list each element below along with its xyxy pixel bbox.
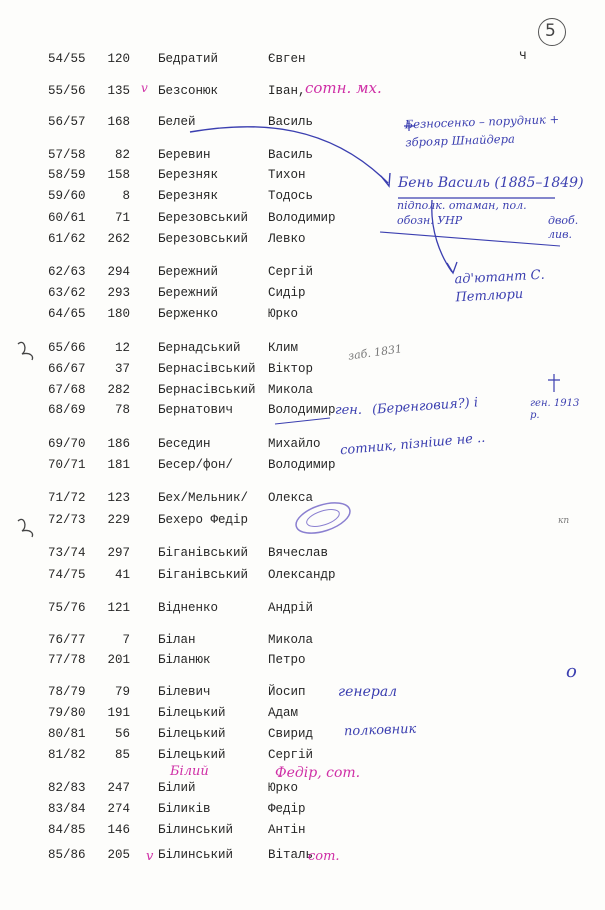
note-bernatovych-rank: ген. [335,403,362,418]
arrow-line [190,127,388,183]
row-index: 55/56 [48,84,86,98]
note-beznosenko: Безносенко – порудник + зброяр Шнайдера [404,112,560,150]
row-name: Євген [268,52,306,66]
row-name: Василь [268,148,314,162]
row-name: Віталь [268,848,314,862]
row-name: Володимир [268,403,336,417]
row-index: 81/82 [48,748,86,762]
note-small-mark: кп [558,516,570,526]
check-mark-2: v [146,849,154,864]
row-surname: Бесер/фон/ [158,458,234,472]
margin-hook-2 [18,519,33,537]
note-vital: сот. [308,849,340,864]
row-name: Сидір [268,286,306,300]
row-name: Микола [268,383,314,397]
row-index: 70/71 [48,458,86,472]
underline-2 [275,418,330,424]
row-index: 66/67 [48,362,86,376]
row-number: 37 [114,362,130,376]
row-index: 77/78 [48,653,86,667]
row-number: 120 [107,52,130,66]
row-name: Вячеслав [268,546,329,560]
row-name: Микола [268,633,314,647]
row-number: 123 [107,491,130,505]
row-name: Клим [268,341,299,355]
row-index: 75/76 [48,601,86,615]
row-surname: Білан [158,633,196,647]
note-ben-side: двоб. лив. [548,214,579,241]
row-name: Олекса [268,491,314,505]
note-svyryd: полковник [343,721,417,740]
row-number: 8 [122,189,130,203]
row-index: 72/73 [48,513,86,527]
row-name: Юрко [268,781,299,795]
row-number: 181 [107,458,130,472]
row-number: 41 [114,568,130,582]
row-name: Іван, [268,84,306,98]
note-bilyi: Білий [170,764,209,779]
row-number: 56 [114,727,130,741]
row-number: 282 [107,383,130,397]
row-surname: Білевич [158,685,211,699]
row-index: 57/58 [48,148,86,162]
row-surname: Берженко [158,307,219,321]
row-index: 63/62 [48,286,86,300]
row-index: 71/72 [48,491,86,505]
row-surname: Білецький [158,748,226,762]
row-surname: Бех/Мельник/ [158,491,249,505]
row-surname: Білинський [158,848,234,862]
cross-sign [548,374,560,392]
row-index: 68/69 [48,403,86,417]
row-index: 84/85 [48,823,86,837]
row-surname: Білецький [158,727,226,741]
arrow-head [381,173,390,186]
row-number: 168 [107,115,130,129]
row-index: 54/55 [48,52,86,66]
note-margin-o: о [566,661,577,682]
row-number: 201 [107,653,130,667]
row-name: Олександр [268,568,336,582]
row-number: 191 [107,706,130,720]
row-name: Левко [268,232,306,246]
row-name: Сергій [268,748,314,762]
row-number: 121 [107,601,130,615]
row-number: 79 [114,685,130,699]
row-name: Адам [268,706,299,720]
row-number: 12 [114,341,130,355]
stamp [292,497,353,539]
row-surname: Бернатович [158,403,234,417]
row-surname: Березовський [158,232,249,246]
row-surname: Беревин [158,148,211,162]
note-bernatovych: (Беренговия?) і [371,395,479,418]
margin-hook-1 [18,342,33,360]
row-surname: Березовський [158,211,249,225]
row-number: 229 [107,513,130,527]
row-surname: Білинський [158,823,234,837]
row-name: Василь [268,115,314,129]
row-number: 78 [114,403,130,417]
row-index: 85/86 [48,848,86,862]
row-index: 64/65 [48,307,86,321]
note-adjutant: ад'ютант С. Петлюри [454,267,546,306]
row-number: 7 [122,633,130,647]
row-surname: Відненко [158,601,219,615]
row-index: 76/77 [48,633,86,647]
strike-line [380,232,560,246]
row-index: 60/61 [48,211,86,225]
row-number: 262 [107,232,130,246]
row-index: 78/79 [48,685,86,699]
row-index: 62/63 [48,265,86,279]
row-name: Володимир [268,458,336,472]
row-surname: Бережний [158,265,219,279]
row-index: 58/59 [48,168,86,182]
note-grey: заб. 1831 [347,342,403,363]
row-number: 85 [114,748,130,762]
row-name: Тихон [268,168,306,182]
row-name: Свирид [268,727,314,741]
row-name: Тодось [268,189,314,203]
row-index: 73/74 [48,546,86,560]
row-surname: Белей [158,115,196,129]
check-mark-1: v [141,81,148,95]
row-surname: Біганівський [158,568,249,582]
note-died: ген. 1913 р. [530,398,580,421]
row-name: Федір [268,802,306,816]
row-number: 146 [107,823,130,837]
row-number: 205 [107,848,130,862]
row-number: 247 [107,781,130,795]
row-index: 80/81 [48,727,86,741]
row-name: Віктор [268,362,314,376]
row-number: 135 [107,84,130,98]
row-name: Володимир [268,211,336,225]
row-index: 83/84 [48,802,86,816]
row-number: 297 [107,546,130,560]
note-ben-detail: підполк. отаман, пол. обозн. УНР [397,199,527,227]
row-surname: Березняк [158,168,219,182]
row-name: Юрко [268,307,299,321]
row-index: 61/62 [48,232,86,246]
row-number: 71 [114,211,130,225]
row-surname: Бернадський [158,341,241,355]
row-surname: Беседин [158,437,211,451]
row-index: 74/75 [48,568,86,582]
row-index: 67/68 [48,383,86,397]
row-index: 79/80 [48,706,86,720]
row-name: Антін [268,823,306,837]
corner-mark: ч [519,48,527,63]
note-ben-vasyl: Бень Василь (1885–1849) [398,175,584,191]
row-surname: Бернасівський [158,362,256,376]
note-fedir: Федір, сот. [275,765,361,781]
row-number: 158 [107,168,130,182]
note-besedyn: сотник, пізніше не .. [339,430,486,459]
row-surname: Березняк [158,189,219,203]
row-number: 274 [107,802,130,816]
row-name: Петро [268,653,306,667]
row-surname: Біганівський [158,546,249,560]
row-number: 186 [107,437,130,451]
row-name: Михайло [268,437,321,451]
note-bilevych: генерал [338,684,398,700]
row-surname: Бехеро Федір [158,513,249,527]
row-surname: Білецький [158,706,226,720]
row-name: Сергій [268,265,314,279]
row-surname: Бедратий [158,52,219,66]
row-surname: Біланюк [158,653,211,667]
row-name: Андрій [268,601,314,615]
row-surname: Бережний [158,286,219,300]
note-bezsoniuk: сотн. мх. [305,79,382,97]
row-index: 69/70 [48,437,86,451]
row-number: 293 [107,286,130,300]
row-index: 82/83 [48,781,86,795]
row-surname: Білий [158,781,196,795]
row-name: Йосип [268,685,306,699]
row-number: 294 [107,265,130,279]
row-number: 82 [114,148,130,162]
row-index: 65/66 [48,341,86,355]
page-number: 5 [545,21,556,41]
row-index: 59/60 [48,189,86,203]
row-index: 56/57 [48,115,86,129]
row-surname: Безсонюк [158,84,219,98]
row-surname: Бернасівський [158,383,256,397]
row-surname: Біликів [158,802,211,816]
row-number: 180 [107,307,130,321]
